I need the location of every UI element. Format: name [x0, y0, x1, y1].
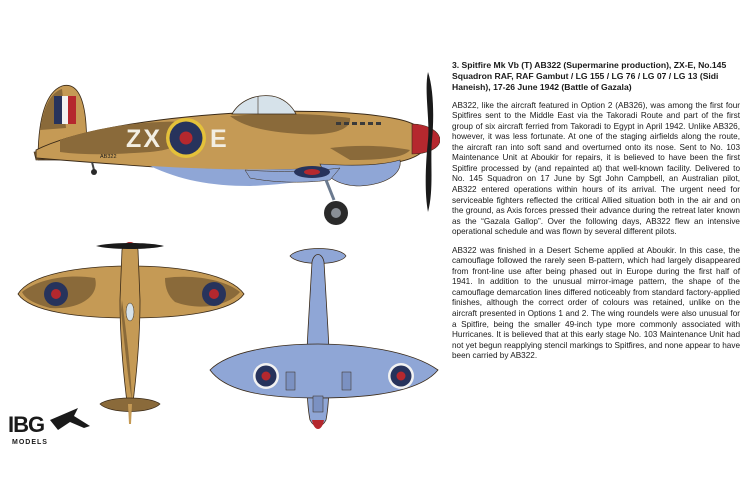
- logo-name: IBG: [8, 412, 45, 437]
- canopy: [232, 96, 296, 114]
- spinner: [412, 124, 440, 154]
- ibg-logo: [8, 408, 90, 446]
- side-profile: [34, 72, 440, 225]
- serial-number: AB322: [100, 154, 117, 160]
- lower-left-roundel: [253, 363, 279, 389]
- code-letter-right: E: [210, 125, 227, 153]
- fuselage-roundel: [166, 118, 206, 158]
- upper-right-roundel: [202, 282, 226, 306]
- upper-plan-view: [18, 242, 244, 424]
- option-heading: 3. Spitfire Mk Vb (T) AB322 (Supermarine production), ZX-E, No.145 Squadron RAF, RAF Gambut / LG 155 / LG 76 / LG 07 / LG 13 (Sidi Haneish), 17-26 June 1942 (Battle of Gazala): [452, 60, 727, 93]
- lower-right-roundel: [388, 363, 414, 389]
- code-letters-left: ZX: [126, 125, 162, 153]
- logo-aircraft-icon: [50, 408, 90, 430]
- upper-propeller: [96, 243, 164, 249]
- logo-sub: MODELS: [12, 439, 48, 446]
- lower-plan-view: [210, 249, 438, 430]
- camouflage-paragraph: AB322 was finished in a Desert Scheme applied at Aboukir. In this case, the camouflage followed the rarely seen B-pattern, which had largely disappeared from front-line use after being phased out in Europe during the first half of 1941. In addition to the unusual mirror-image pattern, the shape of the camouflage demarcation lines differed noticeably from standard factory-applied finishes, although the correct order of colours was retained, unlike on the aircraft presented in Options 1 and 2. The wing roundels were also unusual for a Spitfire, being the smaller 49-inch type more commonly associated with Hurricanes. It is believed that at this early stage No. 103 Maintenance Unit had not yet begun reapplying stencil markings to Spitfires, and none appear to have been carried by AB322.: [452, 245, 740, 361]
- history-paragraph: AB322, like the aircraft featured in Option 2 (AB326), was among the first four Spitfires sent to the Middle East via the Takoradi Route and part of the first group of six aircraft ferried from Takoradi to Egypt in April 1942. Unlike AB326, however, it was less fortunate. At one of the staging airfields along the route, the aircraft ran into soft sand and overturned onto its nose. Sent to No. 103 Maintenance Unit at Aboukir for repairs, it is believed to have been the first Spitfire processed by (and repainted at) that well-known facility. Delivered to No. 145 Squadron on 17 June by Sgt John Campbell, an Australian pilot, AB322 entered operations within hours of its arrival. The urgent need for serviceable fighters reflected the critical Allied situation both in the air and on the ground, as Axis forces pressed their advance during the retreat later known as the “Gazala Gallop”. Over the following days, AB322 flew an intensive operational schedule and was flown by several different pilots.: [452, 100, 740, 237]
- upper-left-roundel: [44, 282, 68, 306]
- fin-flash: [54, 96, 62, 124]
- description-column: [452, 60, 740, 370]
